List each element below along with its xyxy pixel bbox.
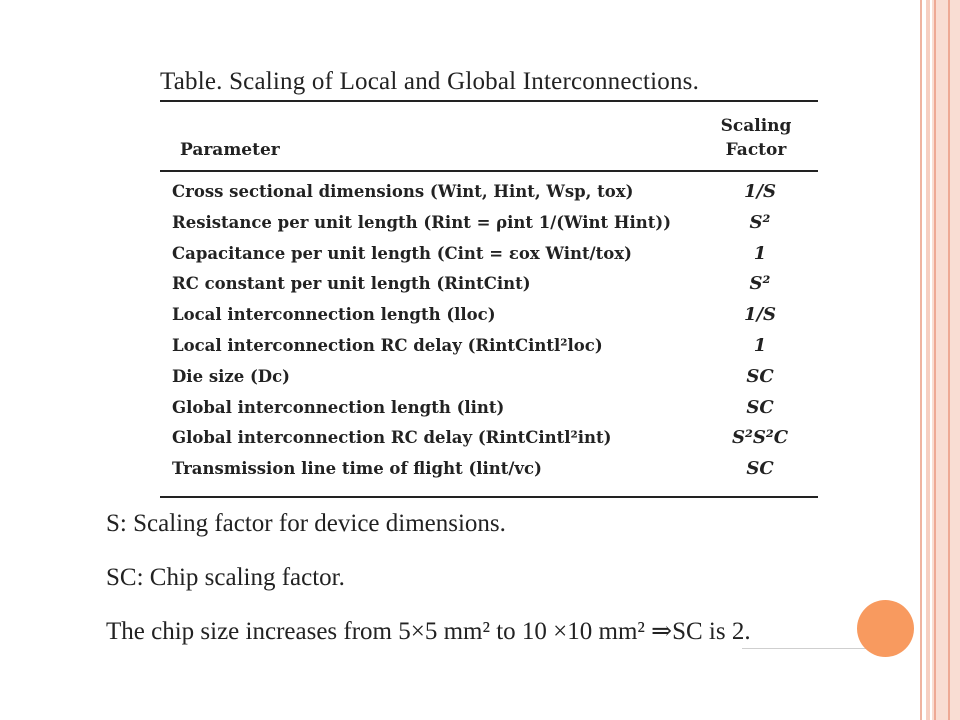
row-factor: S² — [749, 273, 771, 295]
row-parameter: Global interconnection length (lint) — [172, 397, 505, 417]
row-factor: S² — [749, 211, 771, 233]
border-stripe — [920, 0, 922, 720]
row-factor: SC — [746, 365, 774, 387]
header-scaling: Scaling — [720, 116, 792, 136]
row-parameter: Local interconnection length (lloc) — [172, 305, 496, 325]
orange-circle-decoration — [857, 600, 914, 657]
note-chip-size: The chip size increases from 5×5 mm² to 10 ×10 mm² ⇒SC is 2. — [106, 618, 751, 645]
row-parameter: Capacitance per unit length (Cint = εox Wint/tox) — [172, 243, 632, 263]
row-factor: 1 — [753, 242, 767, 264]
underline-decoration — [742, 648, 872, 649]
row-parameter: RC constant per unit length (RintCint) — [172, 274, 531, 294]
table-row — [172, 455, 818, 486]
table-row — [172, 424, 818, 455]
header-parameter: Parameter — [180, 140, 280, 160]
row-factor: 1 — [753, 334, 767, 356]
row-factor: 1/S — [743, 304, 777, 326]
border-stripe — [948, 0, 950, 720]
table-row — [172, 301, 818, 332]
notes — [106, 508, 886, 670]
row-parameter: Transmission line time of flight (lint/vc) — [172, 459, 542, 479]
row-parameter: Local interconnection RC delay (RintCintl²loc) — [172, 335, 603, 355]
table-top-rule — [160, 100, 818, 102]
row-factor: S²S²C — [731, 427, 789, 449]
header-scaling-factor — [700, 114, 812, 162]
table-title: Table. Scaling of Local and Global Interconnections. — [160, 68, 700, 95]
note-sc-definition: SC: Chip scaling factor. — [106, 564, 345, 591]
border-stripe — [934, 0, 936, 720]
table-row — [172, 178, 818, 209]
header-factor: Factor — [725, 140, 787, 160]
table-row — [172, 363, 818, 394]
border-stripe — [932, 0, 960, 720]
row-factor: SC — [746, 396, 774, 418]
row-factor: SC — [746, 458, 774, 480]
border-stripe — [926, 0, 930, 720]
row-parameter: Resistance per unit length (Rint = ρint 1/(Wint Hint)) — [172, 212, 672, 232]
table-row — [172, 240, 818, 271]
table-bottom-rule — [160, 496, 818, 498]
row-factor: 1/S — [743, 181, 777, 202]
row-parameter: Die size (Dc) — [172, 366, 290, 386]
note-s-definition: S: Scaling factor for device dimensions. — [106, 510, 506, 537]
table-row — [172, 209, 818, 240]
table-body — [172, 178, 818, 486]
table-header-rule — [160, 170, 818, 172]
row-parameter: Global interconnection RC delay (RintCintl²int) — [172, 428, 612, 448]
table-row — [172, 394, 818, 425]
table-row — [172, 332, 818, 363]
row-parameter: Cross sectional dimensions (Wint, Hint, Wsp, tox) — [172, 182, 634, 201]
table-row — [172, 270, 818, 301]
